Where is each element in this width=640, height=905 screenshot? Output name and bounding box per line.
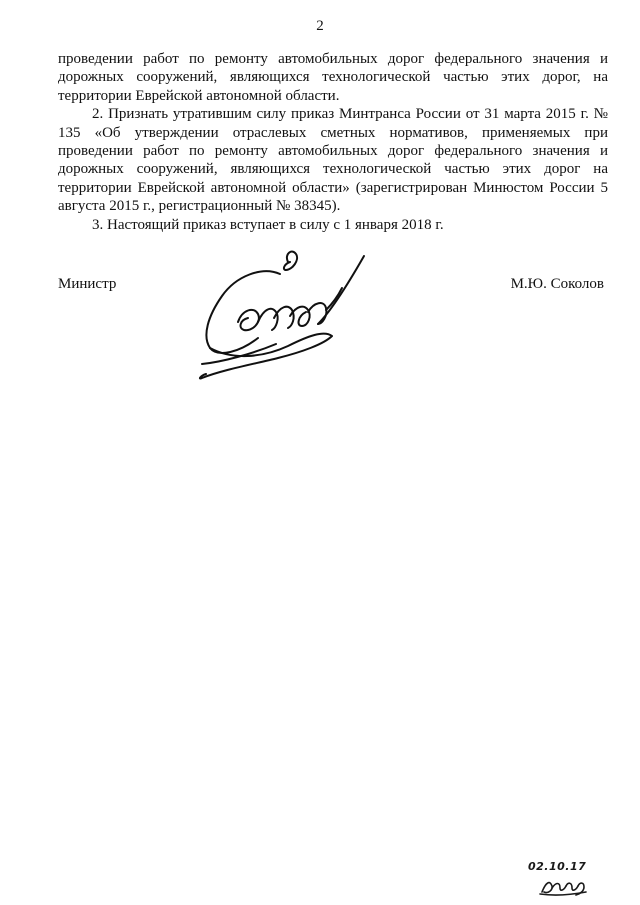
paragraph-item-3: 3. Настоящий приказ вступает в силу с 1 января 2018 г. xyxy=(92,216,444,233)
paragraph-continuation: проведении работ по ремонту автомобильных дорог федерального значения и дорожных сооружений, являющихся технологической частью этих дорог, на территории Еврейской автономной области. xyxy=(58,51,608,104)
document-body xyxy=(58,50,608,234)
page-number: 2 xyxy=(316,18,324,34)
margin-annotation xyxy=(528,860,608,900)
paragraph-item-2: 2. Признать утратившим силу приказ Минтранса России от 31 марта 2015 г. № 135 «Об утверждении отраслевых сметных нормативов, применяемых при проведении работ по ремонту автомобильных дорог федерального значения и дорожных сооружений, являющихся технологической частью этих дорог на территории Еврейской автономной области» (зарегистрирован Минюстом России 5 августа 2015 г., регистрационный № 38345). xyxy=(58,106,608,215)
handwritten-signature xyxy=(192,240,382,382)
signatory-name: М.Ю. Соколов xyxy=(510,276,604,292)
handwritten-initials xyxy=(538,874,590,898)
signatory-position: Министр xyxy=(58,276,117,292)
handwritten-date: 02.10.17 xyxy=(528,860,587,873)
